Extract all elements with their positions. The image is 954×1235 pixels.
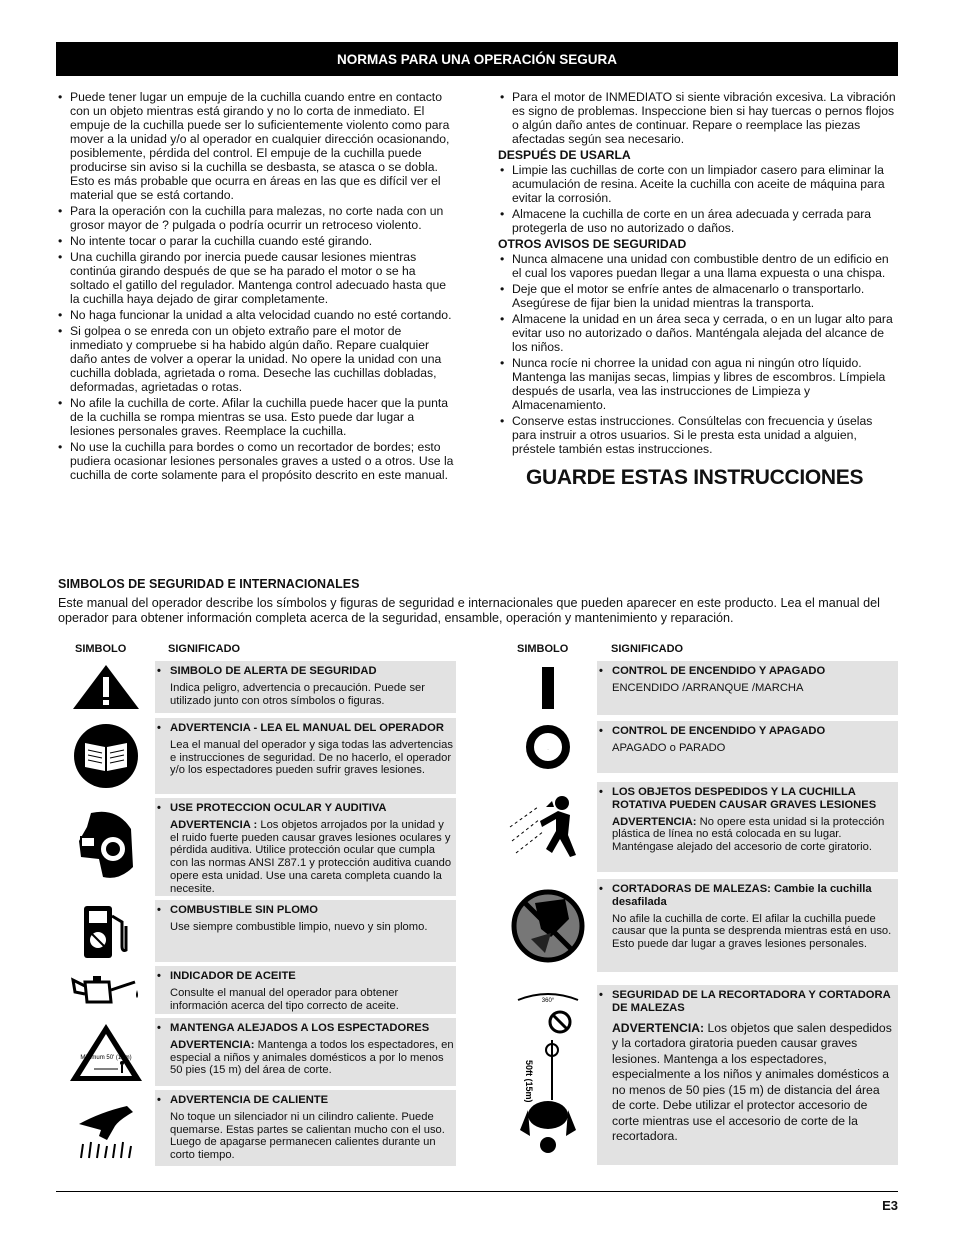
symbol-row [56, 1090, 456, 1166]
icon-label: Minimum 50' (15m) [79, 1055, 132, 1061]
list-item: • Para la operación con la cuchilla para malezas, no corte nada con un grosor mayor de ? pulgada o podría ocurrir un retroceso violento. [56, 204, 456, 232]
symbol-row [498, 879, 898, 972]
icon-label: 360° [541, 998, 554, 1004]
list-item: • No afile la cuchilla de corte. Afilar la cuchilla puede hacer que la punta de la cuchilla se rompa mientras se usa. Esto puede dar lugar a lesiones personales graves. Reemplace la cuchilla. [56, 396, 456, 438]
list-item: • Nunca almacene una unidad con combustible dentro de un edificio en el cual los vapores puedan llegar a una llama expuesta o una chispa. [498, 252, 898, 280]
oil-can-icon [56, 966, 155, 1014]
list-item: • Puede tener lugar un empuje de la cuchilla cuando entre en contacto con un objeto mientras está girando y no lo corta de inmediato. El empuje de la cuchilla puede ser lo suficientemente violento como para mover a la unidad y/o al operador en cualquier dirección ocasionando, posiblemente, pérdida del control. El empuje de la cuchilla puede producirse sin aviso si la cuchilla se desbasta, se atasca o se dobla. Esto es más probable que ocurra en áreas en las que es difícil ver el material que se está cortando. [56, 90, 456, 202]
trimmer-safety-icon [498, 985, 597, 1165]
list-item: • Si golpea o se enreda con un objeto extraño pare el motor de inmediato y compruebe si ha habido algún daño. Repare cualquier daño antes de volver a operar la unidad. No opere la unidad con una cuchilla doblada, agrietada o roma. Deseche las cuchillas dobladas, deformadas, agrietadas o rotas. [56, 324, 456, 394]
symbol-description: Use siempre combustible limpio, nuevo y sin plomo. [170, 920, 428, 933]
symbol-title: • SEGURIDAD DE LA RECORTADORA Y CORTADORA DE MALEZAS [598, 989, 896, 1015]
save-instructions-heading: GUARDE ESTAS INSTRUCCIONES [526, 466, 864, 489]
list-item: • Nunca rocíe ni chorree la unidad con agua ni ningún otro líquido. Mantenga las manijas secas, limpias y libres de escombros. Límpiela después de usarla, vea las instrucciones de Limpieza y Almacenamiento. [498, 356, 898, 412]
symbol-title: • ADVERTENCIA - LEA EL MANUAL DEL OPERADOR [156, 722, 454, 735]
symbol-title: • ADVERTENCIA DE CALIENTE [156, 1094, 454, 1107]
symbol-description: No afile la cuchilla de corte. El afilar la cuchilla puede causar que la punta se desprenda mientras está en uso. Esto puede dar lugar a graves lesiones personales. [612, 912, 892, 951]
symbol-row [56, 966, 456, 1014]
right-column [498, 90, 898, 489]
symbol-description: APAGADO o PARADO [612, 741, 726, 754]
symbol-row [498, 985, 898, 1165]
alert-triangle-icon [56, 661, 155, 713]
list-item: • Para el motor de INMEDIATO si siente vibración excesiva. La vibración es signo de problemas. Inspeccione bien si hay tuercas o pernos flojos o algún daño antes de continuar. Repare o reemplace las piezas afectadas según sea necesario. [498, 90, 898, 146]
icon-glyph: I [547, 693, 548, 694]
symbol-description: Lea el manual del operador y siga todas las advertencias e instrucciones de seguridad. De no hacerlo, el operador y/o los espectadores pueden sufrir graves lesiones. [170, 738, 453, 777]
symbol-row [56, 900, 456, 962]
symbol-description: ADVERTENCIA: Mantenga a todos los espectadores, en especial a niños y animales domésticos a por lo menos 50 pies (15 m) del área de corte. [170, 1038, 454, 1077]
right-bullet-list [498, 90, 898, 146]
symbol-title: • MANTENGA ALEJADOS A LOS ESPECTADORES [156, 1022, 454, 1035]
fuel-pump-icon [56, 900, 155, 962]
symbol-row [498, 721, 898, 773]
column-header-symbol: SIMBOLO [517, 643, 569, 655]
symbol-title: • COMBUSTIBLE SIN PLOMO [156, 904, 454, 917]
other-warnings-list [498, 252, 898, 456]
symbols-title: SIMBOLOS DE SEGURIDAD E INTERNACIONALES [58, 577, 360, 591]
symbol-row [56, 718, 456, 794]
list-item: • Almacene la cuchilla de corte en un área adecuada y cerrada para protegerla de uso no autorizado o daños. [498, 207, 898, 235]
symbol-title: • INDICADOR DE ACEITE [156, 970, 454, 983]
list-item: • No intente tocar o parar la cuchilla cuando esté girando. [56, 234, 456, 248]
symbol-title: • CONTROL DE ENCENDIDO Y APAGADO [598, 665, 896, 678]
symbol-description: ADVERTENCIA: No opere esta unidad si la protección plástica de línea no está colocada en su lugar. Manténgase alejado del accesorio de corte giratorio. [612, 815, 885, 854]
eye-ear-protection-icon [56, 798, 155, 896]
icon-label: 50ft (15m) [523, 1060, 534, 1103]
manual-book-icon [56, 718, 155, 794]
column-header-meaning: SIGNIFICADO [611, 643, 684, 655]
left-column [56, 90, 456, 484]
symbol-description: ENCENDIDO /ARRANQUE /MARCHA [612, 681, 804, 694]
left-bullet-list [56, 90, 456, 482]
column-header-symbol: SIMBOLO [75, 643, 127, 655]
list-item: • Deje que el motor se enfríe antes de almacenarlo o transportarlo. Asegúrese de fijar bien la unidad mientras la transporta. [498, 282, 898, 310]
hot-surface-icon [56, 1090, 155, 1166]
after-use-list [498, 163, 898, 235]
page-number: E3 [882, 1198, 898, 1213]
symbol-description: ADVERTENCIA : Los objetos arrojados por la unidad y el ruido fuerte pueden causar graves lesiones oculares y pérdida auditiva. Utilice protección ocular que cumpla con las normas ANSI Z87.1 y protección auditiva cuando opere esta unidad. Use una careta completa cuando la necesite. [170, 818, 452, 895]
icon-glyph: O [547, 750, 548, 751]
symbol-description: No toque un silenciador ni un cilindro caliente. Puede quemarse. Estas partes se calientan mucho con el uso. Luego de apagarse permanecen calientes durante un corto tiempo. [170, 1110, 445, 1162]
column-header-meaning: SIGNIFICADO [168, 643, 241, 655]
section-header: NORMAS PARA UNA OPERACIÓN SEGURA [56, 42, 898, 76]
symbol-row [498, 782, 898, 872]
symbol-title: • LOS OBJETOS DESPEDIDOS Y LA CUCHILLA ROTATIVA PUEDEN CAUSAR GRAVES LESIONES [598, 786, 896, 812]
list-item: • Almacene la unidad en un área seca y cerrada, o en un lugar alto para evitar uso no autorizado o daños. Manténgala alejada del alcance de los niños. [498, 312, 898, 354]
power-off-icon [498, 721, 597, 773]
section-heading-other-warnings: OTROS AVISOS DE SEGURIDAD [498, 237, 687, 251]
list-item: • No use la cuchilla para bordes o como un recortador de bordes; esto pudiera ocasionar lesiones personales graves a usted o a otros. Use la cuchilla de corte solamente para el propósito descrito en este manual. [56, 440, 456, 482]
power-on-icon [498, 661, 597, 715]
symbol-row [56, 1018, 456, 1086]
thrown-objects-icon [498, 782, 597, 872]
symbol-title: • CORTADORAS DE MALEZAS: Cambie la cuchilla desafilada [598, 883, 896, 909]
list-item: • Una cuchilla girando por inercia puede causar lesiones mientras continúa girando después de que se ha parado el motor o se ha soltado el gatillo del regulador. Mantenga control adecuado hasta que la cuchilla haya dejado de girar completamente. [56, 250, 456, 306]
symbol-title: • CONTROL DE ENCENDIDO Y APAGADO [598, 725, 896, 738]
symbol-title: • USE PROTECCION OCULAR Y AUDITIVA [156, 802, 454, 815]
list-item: • Conserve estas instrucciones. Consúltelas con frecuencia y úselas para instruir a otros usuarios. Si le presta esta unidad a alguien, préstele también estas instrucciones. [498, 414, 898, 456]
symbols-intro: Este manual del operador describe los símbolos y figuras de seguridad e internacionales que pueden aparecer en este producto. Lea el manual del operador para obtener información completa acerca de la seguridad, ensamble, operación y mantenimiento y reparación. [58, 596, 880, 625]
bystander-distance-icon [56, 1018, 155, 1086]
section-heading-after-use: DESPUÉS DE USARLA [498, 148, 631, 162]
list-item: • Limpie las cuchillas de corte con un limpiador casero para eliminar la acumulación de resina. Aceite la cuchilla con aceite de máquina para evitar la corrosión. [498, 163, 898, 205]
footer-divider [56, 1191, 898, 1192]
symbol-description: Consulte el manual del operador para obtener información acerca del tipo correcto de aceite. [170, 986, 399, 1012]
list-item: • No haga funcionar la unidad a alta velocidad cuando no esté cortando. [56, 308, 456, 322]
symbol-description: ADVERTENCIA: Los objetos que salen despedidos y la cortadora giratoria pueden causar graves lesiones. Mantenga a los espectadores, especialmente a los niños y animales domésticos a no menos de 50 pies (15 m) de distancia del área de corte. Debe utilizar el protector accesorio de corte mientras use el accesorio de corte de la recortadora. [612, 1020, 892, 1144]
symbol-row [56, 661, 456, 713]
symbol-row [56, 798, 456, 896]
symbol-title: • SIMBOLO DE ALERTA DE SEGURIDAD [156, 665, 454, 678]
symbol-description: Indica peligro, advertencia o precaución. Puede ser utilizado junto con otros símbolos o figuras. [170, 681, 425, 707]
no-sharpen-blade-icon [498, 879, 597, 972]
symbol-row [498, 661, 898, 715]
